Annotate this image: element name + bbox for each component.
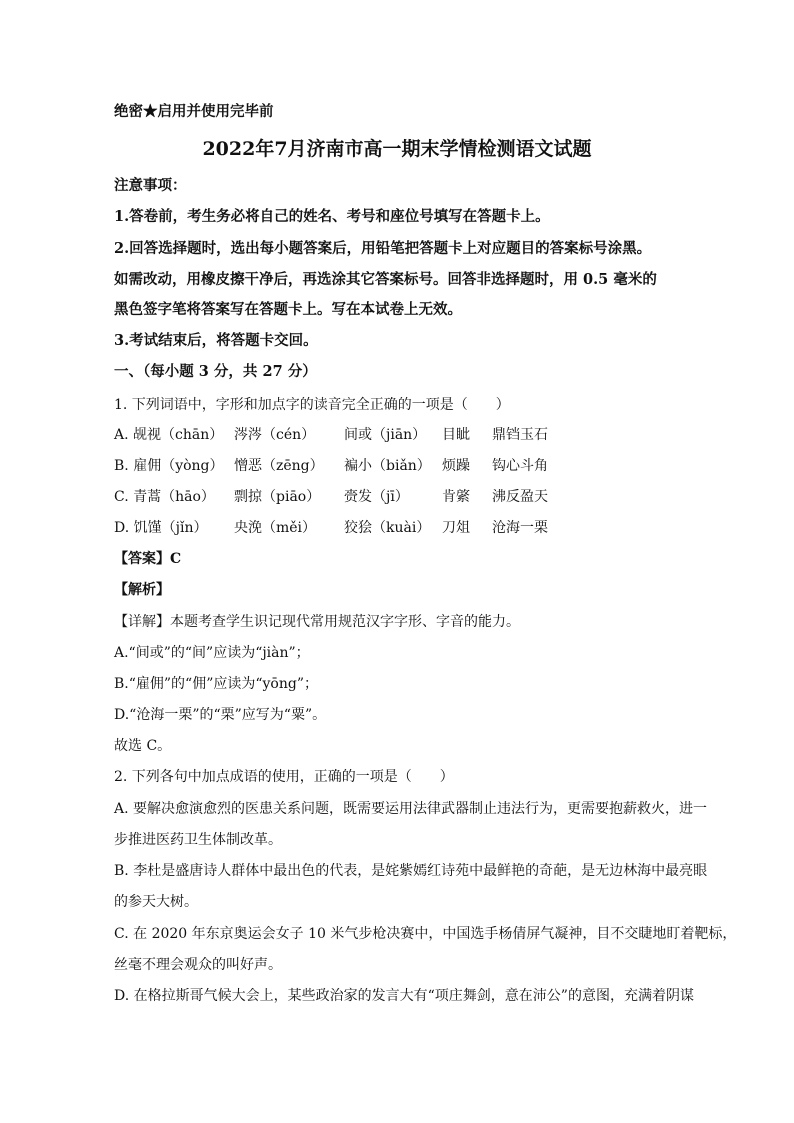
option-word: 憎恶（zēng）: [234, 458, 324, 474]
option-word: 刀俎: [442, 520, 470, 536]
notes-item-1: 1.答卷前，考生务必将自己的姓名、考号和座位号填写在答题卡上。: [114, 208, 550, 225]
question-1-option-c: [114, 487, 548, 507]
option-word: B. 雇佣（yòng）: [114, 458, 224, 474]
explanation-d: D.“沧海一栗”的“栗”应写为“粟”。: [114, 707, 327, 723]
option-word: 间或（jiān）: [344, 427, 427, 443]
question-2-option-b-cont: 的参天大树。: [114, 894, 198, 910]
question-2-option-c: C. 在 2020 年东京奥运会女子 10 米气步枪决赛中，中国选手杨倩屏气凝神，目不交睫地盯着靶标，: [114, 926, 737, 942]
notes-item-3: 3.考试结束后，将答题卡交回。: [114, 332, 318, 349]
option-word: 狡狯（kuài）: [344, 520, 431, 536]
option-word: 剽掠（piāo）: [234, 489, 321, 505]
question-2-option-a-cont: 步推进医药卫生体制改革。: [114, 832, 282, 848]
option-word: 沸反盈天: [492, 489, 548, 505]
question-1-option-b: [114, 456, 548, 476]
explanation-b: B.“雇佣”的“佣”应读为“yōng”；: [114, 676, 318, 692]
option-word: 目眦: [442, 427, 470, 443]
answer-label: 【答案】C: [114, 551, 182, 567]
analysis-heading: 【解析】: [114, 582, 170, 598]
conclusion: 故选 C。: [114, 738, 172, 754]
option-word: C. 青蒿（hāo）: [114, 489, 215, 505]
option-word: 肯綮: [442, 489, 470, 505]
option-word: D. 饥馑（jǐn）: [114, 520, 208, 536]
notes-heading: 注意事项：: [114, 177, 187, 194]
question-1-option-a: [114, 425, 548, 445]
question-2-option-c-cont: 丝毫不理会观众的叫好声。: [114, 957, 282, 973]
option-word: 钩心斗角: [492, 458, 548, 474]
notes-item-2-cont: 如需改动，用橡皮擦干净后，再选涂其它答案标号。回答非选择题时，用 0.5 毫米的: [114, 271, 657, 288]
question-2-option-d: D. 在格拉斯哥气候大会上，某些政治家的发言大有“项庄舞剑，意在沛公”的意图，充满着阴谋: [114, 988, 694, 1004]
option-word: 褊小（biǎn）: [344, 458, 431, 474]
question-1-option-d: [114, 518, 548, 538]
confidential-label: 绝密★启用并使用完毕前: [114, 103, 274, 120]
question-2-option-b: B. 李杜是盛唐诗人群体中最出色的代表，是姹紫嫣红诗苑中最鲜艳的奇葩，是无边林海中最亮眼: [114, 863, 708, 879]
question-1-stem: 1. 下列词语中，字形和加点字的读音完全正确的一项是（ ）: [114, 397, 510, 413]
option-word: 央浼（měi）: [234, 520, 317, 536]
notes-item-2: 2.回答选择题时，选出每小题答案后，用铅笔把答题卡上对应题目的答案标号涂黑。: [114, 240, 652, 257]
detail-text: 【详解】本题考查学生识记现代常用规范汉字字形、字音的能力。: [114, 614, 520, 630]
option-word: A. 觇视（chān）: [114, 427, 224, 443]
explanation-a: A.“间或”的“间”应读为“jiàn”；: [114, 645, 310, 661]
option-word: 沧海一栗: [492, 520, 548, 536]
option-word: 鼎铛玉石: [492, 427, 548, 443]
section-heading: 一、（每小题 3 分，共 27 分）: [114, 363, 317, 380]
option-word: 涔涔（cén）: [234, 427, 316, 443]
exam-title: 2022年7月济南市高一期末学情检测语文试题: [202, 138, 592, 160]
notes-item-2-cont: 黑色签字笔将答案写在答题卡上。写在本试卷上无效。: [114, 301, 462, 318]
option-word: 烦躁: [442, 458, 470, 474]
question-2-option-a: A. 要解决愈演愈烈的医患关系问题，既需要运用法律武器制止违法行为，更需要抱薪救火，进一: [114, 801, 708, 817]
question-2-stem: 2. 下列各句中加点成语的使用，正确的一项是（ ）: [114, 769, 454, 785]
option-word: 赍发（jī）: [344, 489, 409, 505]
